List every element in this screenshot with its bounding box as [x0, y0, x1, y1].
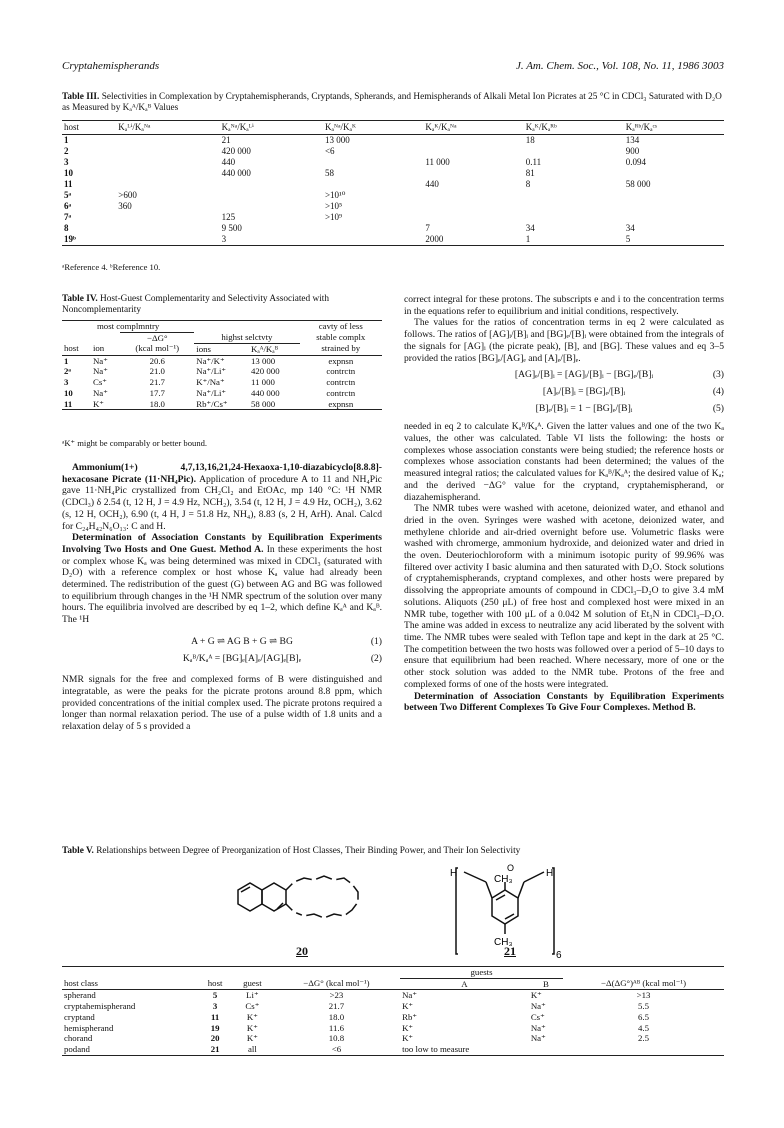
structure-21-ch3-bottom: CH₃: [494, 937, 513, 948]
crown-ring: [286, 876, 358, 918]
left-para-1-text: Application of procedure A to 11 and NH₄Pic gave 11·NH₄Pic crystallized from CH₂Cl₂ and EtOAc, mp 140 °C: ¹H NMR (CDCl₃) δ 2.54 (t, 12 H, J = 4.9 Hz, NCH₂), 3.54 (t, 12 H, J = 4.9 Hz, OCH₂), 3.62 (s, 12 H, OCH₂), 6.90 (t, 4 H, J = 51.8 Hz, NH₄), 8.83 (s, 2 H, ArH). Anal. Calcd for C₂₄H₄₂N₆O₁₃: C and H.: [62, 473, 382, 532]
table-row: [62, 1012, 724, 1023]
table4-caption-text: Host-Guest Complementarity and Selectivity Associated with Noncomplementarity: [62, 294, 330, 316]
table3-value-cell: [220, 190, 323, 201]
table3-header-cell: Kₐᴿᵇ/Kₐᶜˢ: [625, 122, 657, 132]
table3-value-cell: [524, 201, 624, 212]
table3-host-cell: 7ᵃ: [64, 211, 72, 222]
table4-caption: [62, 294, 382, 317]
table4-value-cell: Na⁺: [92, 366, 108, 377]
table3-value-cell: 360: [118, 200, 132, 211]
right-para-3: needed in eq 2 to calculate Kₐᴮ/Kₐᴬ. Given the latter values and one of the two Kₐ values, the other was calculated. Table VI lists the following: the hosts or complexes whose association constants were being studied; the reference hosts or complexes whose association constants had been determined; the values of the measured integral ratios; the calculated values for Kₐᴮ/Kₐᴬ; the desired value of Kₐ; and the derived −ΔG° value for the cryptand, cryptahemispherand, or diazahemispherand.: [404, 421, 724, 503]
table3-value-cell: 420 000: [221, 145, 251, 156]
table3-value-cell: 58: [324, 167, 334, 178]
table3-header-cell: Kₐᴷ/Kₐᴺᵃ: [425, 122, 457, 132]
table4-footnote: ᵃK⁺ might be comparably or better bound.: [62, 438, 208, 448]
table3-value-cell: [423, 212, 523, 223]
structure-21-label: 21: [504, 944, 516, 958]
table5-value-cell: >23: [329, 990, 344, 1001]
table4-value-cell: Na⁺/K⁺: [196, 355, 225, 366]
table5-value-cell: [563, 1044, 724, 1055]
table4-cavity1: cavty of less: [318, 321, 363, 331]
table-row: [62, 366, 382, 377]
table5-value-cell: 4.5: [638, 1022, 649, 1033]
table-row: [62, 179, 724, 190]
table4-col-ion: ion: [92, 343, 105, 354]
table5-value-cell: 20: [210, 1033, 220, 1044]
equation-2: [62, 653, 382, 665]
table3-value-cell: [323, 223, 423, 234]
table4-value-cell: 420 000: [251, 366, 280, 377]
table5-value-cell: K⁺: [530, 990, 542, 1001]
table5-value-cell: 11.6: [328, 1022, 344, 1033]
equation-3: [404, 369, 724, 381]
table5-value-cell: 21: [210, 1044, 220, 1055]
table3-value-cell: 18: [525, 134, 535, 145]
table3-host-cell: 6ᵃ: [64, 200, 72, 211]
table-row: [62, 377, 382, 388]
left-column: [62, 462, 382, 733]
table3-value-cell: 34: [625, 222, 635, 233]
table4-host-cell: 11: [64, 398, 73, 409]
table5-class-cell: spherand: [64, 990, 96, 1001]
table4-value-cell: K⁺/Na⁺: [196, 377, 225, 388]
table4-value-cell: Na⁺/Li⁺: [196, 366, 227, 377]
table3-value-cell: 2000: [425, 233, 444, 244]
table5-header-cell: guest: [243, 978, 262, 989]
equation-3-text: [AG]ₑ/[B]ᵢ = [AG]ᵢ/[B]ᵢ − [BG]ₑ/[B]ᵢ: [514, 369, 654, 381]
table3-value-cell: 58 000: [625, 178, 651, 189]
table5-caption-text: Relationships between Degree of Preorganization of Host Classes, Their Binding Power, and Their Ion Selectivity: [96, 846, 521, 856]
equation-2-text: Kₐᴮ/Kₐᴬ = [BG]ₑ[A]ₑ/[AG]ₑ[B]ₑ: [182, 652, 302, 664]
table-row: [62, 223, 724, 234]
header-left: Cryptahemispherands: [62, 60, 160, 72]
table4-col-host: host: [64, 343, 79, 354]
right-para-2: The values for the ratios of concentration terms in eq 2 were calculated as follows. The ratios of [AG]ᵢ/[B]ᵢ and [BG]ₑ/[B]ᵢ were obtained from the integrals of the signals for [AG]ᵢ (the picrate peak), [B], and [BG]. These values and eq 3–5 provided the ratios [BG]ₑ/[AG]ₑ and [A]ₑ/[B]ₑ.: [404, 317, 724, 364]
table3-value-cell: 34: [525, 222, 535, 233]
table4-value-cell: 13 000: [251, 355, 276, 366]
table5-value-cell: all: [248, 1044, 257, 1055]
table5-header-cell: host class: [64, 978, 98, 989]
table3-value-cell: 81: [525, 167, 535, 178]
table3-value-cell: 0.094: [625, 156, 646, 167]
table3-host-cell: 5ᵃ: [64, 189, 72, 200]
table3-header-cell: host: [64, 122, 80, 132]
table4-value-cell: Na⁺: [92, 387, 108, 398]
table-row: [62, 1044, 724, 1055]
table3-value-cell: 3: [221, 233, 227, 244]
table3: [62, 120, 724, 246]
table3-caption-text: Selectivities in Complexation by Cryptahemispherands, Cryptands, Spherands, and Hemispherands of Alkali Metal Ion Picrates at 25 °C in CDCl₃ Saturated with D₂O as Measured by Kₐᴬ/Kₐᴮ Values: [62, 92, 722, 114]
left-para-2: [62, 532, 382, 626]
table4-value-cell: Cs⁺: [92, 377, 107, 388]
table3-value-cell: >10⁹: [324, 211, 343, 222]
table3-value-cell: [323, 157, 423, 168]
table5-value-cell: 10.8: [328, 1033, 345, 1044]
table5-value-cell: 2.5: [638, 1033, 649, 1044]
table5-value-cell: Cs⁺: [530, 1011, 545, 1022]
structure-21-subscript: 6: [556, 950, 562, 961]
table4-value-cell: 18.0: [149, 398, 165, 409]
table3-value-cell: 5: [625, 233, 631, 244]
table4-group1: most complmntry: [96, 321, 160, 331]
table3-value-cell: [323, 179, 423, 190]
table4-value-cell: 11 000: [251, 377, 275, 388]
table-row: [62, 355, 382, 366]
table3-value-cell: 900: [625, 145, 640, 156]
equation-1: [62, 636, 382, 648]
table5-header-row: [62, 978, 724, 990]
table3-value-cell: [116, 168, 219, 179]
equation-1-text: A + G ⇌ AG B + G ⇌ BG: [191, 635, 293, 647]
table5-caption: [62, 846, 724, 857]
table3-value-cell: [524, 146, 624, 157]
table3-value-cell: <6: [324, 145, 335, 156]
table4-value-cell: contrctn: [326, 377, 356, 388]
table5-caption-label: Table V.: [62, 846, 94, 856]
equation-2-number: (2): [370, 652, 382, 664]
equation-5-number: (5): [712, 402, 724, 414]
table-row: [62, 1033, 724, 1044]
table-row: [62, 201, 724, 212]
equation-3-number: (3): [712, 369, 724, 381]
table5-value-cell: 5: [212, 990, 218, 1001]
table-row: [62, 168, 724, 179]
table3-value-cell: 21: [221, 134, 231, 145]
table3-host-cell: 1: [64, 134, 69, 145]
table3-value-cell: >600: [118, 189, 137, 200]
table5-class-cell: chorand: [64, 1033, 93, 1044]
table5-value-cell: K⁺: [246, 1011, 258, 1022]
table5-value-cell: K⁺: [246, 1022, 258, 1033]
table3-value-cell: 125: [221, 211, 236, 222]
table5-value-cell: <6: [331, 1044, 342, 1055]
table4-cavity3: strained by: [321, 343, 361, 354]
table4-value-cell: Na⁺: [92, 355, 108, 366]
table3-host-cell: 19ᵇ: [64, 233, 76, 244]
table3-value-cell: [423, 168, 523, 179]
table3-footnote: ᵃReference 4. ᵇReference 10.: [62, 262, 161, 272]
table5: [62, 966, 724, 1056]
table3-value-cell: 440: [425, 178, 439, 189]
table3-value-cell: [220, 201, 323, 212]
table4-col-ions: ions: [194, 343, 249, 355]
equation-4: [404, 386, 724, 398]
table5-header-cell: −ΔG° (kcal mol⁻¹): [303, 978, 370, 989]
table4-dg-unit: (kcal mol⁻¹): [135, 343, 180, 354]
table4-value-cell: Rb⁺/Cs⁺: [196, 398, 228, 409]
table3-host-cell: 8: [64, 222, 69, 233]
equation-1-number: (1): [370, 635, 382, 647]
table5-value-cell: 19: [210, 1022, 220, 1033]
table3-value-cell: [116, 234, 219, 245]
structure-20-label: 20: [296, 944, 308, 958]
table-row: [62, 990, 724, 1001]
table4-value-cell: expnsn: [328, 398, 354, 409]
structure-21-h-right: H: [546, 868, 554, 879]
table4-caption-label: Table IV.: [62, 294, 98, 304]
table3-header-cell: Kₐᴷ/Kₐᴿᵇ: [525, 122, 557, 132]
table4-host-cell: 2ᵃ: [64, 366, 71, 377]
table5-value-cell: K⁺: [402, 1001, 414, 1012]
table3-value-cell: [624, 168, 724, 179]
table3-host-cell: 3: [64, 156, 69, 167]
equation-4-number: (4): [712, 385, 724, 397]
table3-body: [62, 134, 724, 245]
table-row: [62, 157, 724, 168]
table3-host-cell: 2: [64, 145, 69, 156]
benzo-ring-right: [262, 883, 286, 911]
structure-21-ch3-top: CH₃: [494, 874, 513, 885]
table-row: [62, 1023, 724, 1034]
table3-value-cell: [323, 234, 423, 245]
structure-20-benzocrown: [228, 868, 368, 934]
table5-guests-group: guests: [400, 967, 563, 979]
header-right: J. Am. Chem. Soc., Vol. 108, No. 11, 1986 3003: [516, 60, 724, 72]
table4-host-cell: 10: [64, 387, 73, 398]
table3-value-cell: [524, 212, 624, 223]
table-row: [62, 134, 724, 145]
table4-host-cell: 1: [64, 355, 69, 366]
table3-value-cell: >10¹⁰: [324, 189, 346, 200]
table5-value-cell: Na⁺: [530, 1033, 546, 1044]
table4-value-cell: K⁺: [92, 398, 104, 409]
table5-header-cell: host: [207, 978, 223, 989]
table3-value-cell: 13 000: [324, 134, 350, 145]
table5-value-cell: Li⁺: [246, 990, 259, 1001]
table3-value-cell: [220, 179, 323, 190]
table5-header-cell: −Δ(ΔG°)ᴬᴮ (kcal mol⁻¹): [601, 978, 686, 989]
table5-class-cell: cryptand: [64, 1011, 95, 1022]
left-para-1: [62, 462, 382, 532]
table3-value-cell: [116, 179, 219, 190]
table3-value-cell: 0.11: [525, 156, 542, 167]
table3-caption: [62, 92, 724, 115]
table5-value-cell: too low to measure: [402, 1044, 470, 1055]
right-para-5-title: Determination of Association Constants by Equilibration Experiments between Two Different Complexes To Give Four Complexes. Method B.: [404, 690, 724, 714]
table3-value-cell: [423, 146, 523, 157]
table4-value-cell: 17.7: [149, 387, 165, 398]
table5-value-cell: >13: [636, 990, 651, 1001]
table3-value-cell: [423, 190, 523, 201]
table3-host-cell: 10: [64, 167, 73, 178]
table4-value-cell: 21.7: [149, 377, 165, 388]
table-row: [62, 212, 724, 223]
table4-col-ratio: Kₐᴬ/Kₐᴮ: [249, 343, 300, 355]
table5-value-cell: Na⁺: [530, 1022, 546, 1033]
table3-value-cell: 11 000: [425, 156, 450, 167]
table3-value-cell: [624, 201, 724, 212]
table-row: [62, 190, 724, 201]
table4-value-cell: contrctn: [326, 387, 356, 398]
equation-4-text: [A]ₑ/[B]ᵢ = [BG]ₑ/[B]ᵢ: [542, 385, 626, 397]
table3-header-cell: Kₐᴺᵃ/Kₐᴸⁱ: [221, 122, 254, 132]
table3-value-cell: [624, 190, 724, 201]
table4-host-cell: 3: [64, 377, 69, 388]
equation-5-text: [B]ₑ/[B]ᵢ = 1 − [BG]ₑ/[B]ᵢ: [535, 402, 633, 414]
table3-host-cell: 11: [64, 178, 73, 189]
table3-header-row: [62, 121, 724, 135]
table5-value-cell: Na⁺: [402, 990, 417, 1001]
table3-value-cell: 8: [525, 178, 531, 189]
right-para-1: correct integral for these protons. The subscripts e and i to the concentration terms in the equations refer to equilibrium and initial conditions, respectively.: [404, 294, 724, 317]
table4-dg: −ΔG°: [120, 332, 194, 343]
table-row: [62, 399, 382, 410]
table4-value-cell: expnsn: [328, 355, 354, 366]
left-para-2-text: In these experiments the host or complex whose Kₐ was being determined was mixed in CDCl₃ (saturated with D₂O) with a reference complex or host whose Kₐ value had already been determined. The redistribution of the guest (G) between AG and BG was followed to equilibrium through changes in the ¹H NMR spectrum of the solution over many hours. The equilibria involved are described by eq 1–2, which define Kₐᴬ and Kₐᴮ. The ¹H: [62, 543, 382, 626]
table4-body: [62, 355, 382, 410]
table3-value-cell: 7: [425, 222, 430, 233]
left-para-1-title: Ammonium(1+) 4,7,13,16,21,24-Hexaoxa-1,10-diazabicyclo[8.8.8]-hexacosane Picrate (11·NH₄Pic).: [62, 462, 382, 485]
table5-value-cell: 21.7: [328, 1001, 345, 1012]
table3-caption-label: Table III.: [62, 92, 100, 102]
table4-cavity2: stable complx: [316, 332, 366, 343]
table5-value-cell: 11: [210, 1011, 220, 1022]
table-row: [62, 146, 724, 157]
bracket-right: [552, 868, 554, 954]
equation-5: [404, 403, 724, 415]
table3-value-cell: 440 000: [221, 167, 251, 178]
table5-header-cell: A: [461, 978, 468, 989]
table5-value-cell: [529, 1044, 563, 1055]
right-column: [404, 294, 724, 714]
table3-value-cell: >10⁵: [324, 200, 343, 211]
table3-value-cell: 440: [221, 156, 236, 167]
table3-value-cell: [116, 212, 219, 223]
table3-value-cell: [423, 134, 523, 145]
table3-value-cell: [116, 157, 219, 168]
table-row: [62, 1001, 724, 1012]
table5-value-cell: K⁺: [402, 1022, 414, 1033]
table3-value-cell: [116, 146, 219, 157]
table5-value-cell: 5.5: [638, 1001, 649, 1012]
table-row: [62, 234, 724, 245]
table5-value-cell: K⁺: [402, 1033, 414, 1044]
running-header: [62, 60, 724, 73]
table4: [62, 320, 382, 410]
table3-header-cell: Kₐᴸⁱ/Kₐᴺᵃ: [118, 122, 151, 132]
table-row: [62, 388, 382, 399]
table3-value-cell: 9 500: [221, 222, 242, 233]
table4-value-cell: Na⁺/Li⁺: [196, 387, 227, 398]
table3-value-cell: [524, 190, 624, 201]
table5-value-cell: 6.5: [638, 1011, 649, 1022]
bracket-left: [456, 868, 458, 954]
table4-value-cell: 440 000: [251, 387, 280, 398]
left-para-2-title: Determination of Association Constants by Equilibration Experiments Involving Two Hosts and One Guest. Method A.: [62, 532, 382, 555]
table5-value-cell: 3: [212, 1001, 218, 1012]
table4-value-cell: 21.0: [149, 366, 165, 377]
table3-value-cell: [116, 134, 219, 145]
table5-class-cell: cryptahemispherand: [64, 1001, 136, 1012]
table4-value-cell: contrctn: [326, 366, 356, 377]
table3-value-cell: [423, 201, 523, 212]
structure-21-h-left: H: [450, 868, 458, 879]
structure-21-oxygen: O: [507, 863, 515, 873]
table5-value-cell: Rb⁺: [402, 1011, 417, 1022]
table5-class-cell: podand: [64, 1044, 90, 1055]
table5-class-cell: hemispherand: [64, 1022, 114, 1033]
table3-header-cell: Kₐᴺᵃ/Kₐᴷ: [324, 122, 357, 132]
table5-body: [62, 990, 724, 1055]
table5-value-cell: Cs⁺: [245, 1001, 260, 1012]
table5-value-cell: K⁺: [246, 1033, 258, 1044]
table3-value-cell: [624, 212, 724, 223]
table5-value-cell: 18.0: [328, 1011, 345, 1022]
table3-value-cell: 134: [625, 134, 640, 145]
table3-value-cell: [116, 223, 219, 234]
table5-header-cell: B: [542, 978, 549, 989]
left-para-3: NMR signals for the free and complexed forms of B were distinguished and integratable, as were the peaks for the picrate protons around 8.8 ppm, which provided concentrations of the initial complex used. The picrate protons required a longer than normal relaxation period. The use of a pulse width of 1.8 units and a relaxation delay of 5 s provided a: [62, 674, 382, 733]
table4-value-cell: 20.6: [149, 355, 165, 366]
table4-value-cell: 58 000: [251, 398, 276, 409]
table3-value-cell: 1: [525, 233, 531, 244]
right-para-4: The NMR tubes were washed with acetone, deionized water, and ethanol and dried in the oven. Syringes were washed with acetone, deionized water, and methylene chloride and air-dried overnight before use. Volumetric flasks were washed with chromerge, ammonium hydroxide, and deionized water and dried in the oven. Deuteriochloroform with a minimum isotopic purity of 99.96% was filtered over activity I basic alumina and then saturated with D₂O. Stock solutions of cryptahemispherands, cryptand complexes, and other hosts were prepared by dissolving the appropriate amounts of compound in CDCl₃–D₂O to give 3.4 mM solutions. Aliquots (250 μL) of free host and complexed host were mixed in an NMR tube, together with 100 μL of a 0.042 M solution of Et₃N in CDCl₃–D₂O. The amine was added in excess to neutralize any acid liberated by the solvent with time. The NMR tubes were sealed with Teflon tape and kept in the dark at 25 °C. The competition between the two hosts was followed over a period of 5–10 days to ensure that equilibrium had been reached. Where necessary, more of one or the other stock solution was added to the NMR tube. Protons of the free and complexed forms of one of the hosts were integrated.: [404, 503, 724, 690]
table4-group2: highst selctvty: [221, 332, 273, 343]
table5-value-cell: Na⁺: [530, 1001, 546, 1012]
